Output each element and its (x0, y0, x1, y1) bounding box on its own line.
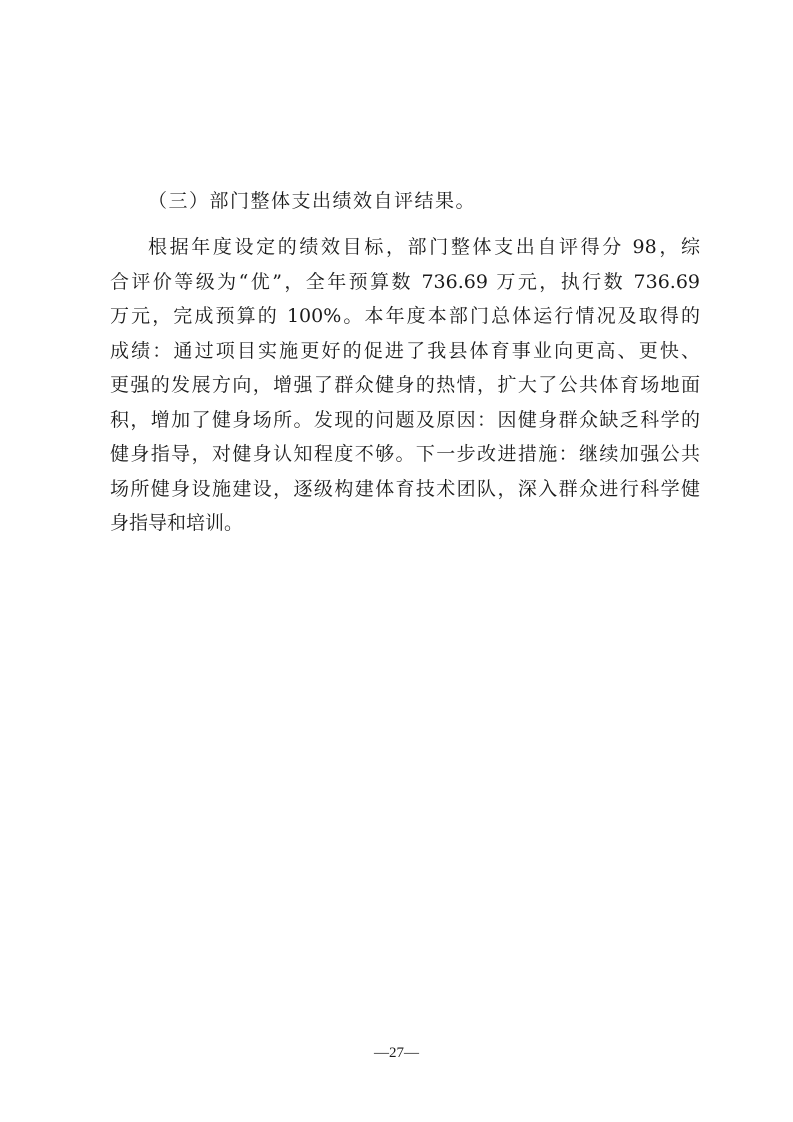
paragraph-line: 健身指导，对健身认知程度不够。下一步改进措施：继续加强公共 (110, 443, 700, 465)
paragraph-line: 身指导和培训。 (110, 512, 244, 534)
paragraph-line: 积，增加了健身场所。发现的问题及原因：因健身群众缺乏科学的 (110, 408, 700, 431)
page-number: —27— (374, 1045, 419, 1061)
body-paragraph (110, 230, 700, 541)
paragraph-line: 合评价等级为“优”，全年预算数 736.69 万元，执行数 736.69 (110, 270, 700, 293)
paragraph-line: 成绩：通过项目实施更好的促进了我县体育事业向更高、更快、 (110, 339, 700, 362)
paragraph-line: 场所健身设施建设，逐级构建体育技术团队，深入群众进行科学健 (110, 477, 700, 500)
paragraph-line: 更强的发展方向，增强了群众健身的热情，扩大了公共体育场地面 (110, 374, 700, 396)
paragraph-line: 根据年度设定的绩效目标，部门整体支出自评得分 98，综 (148, 236, 700, 258)
section-heading: （三）部门整体支出绩效自评结果。 (148, 190, 477, 212)
paragraph-line: 万元，完成预算的 100%。本年度本部门总体运行情况及取得的 (110, 305, 700, 327)
